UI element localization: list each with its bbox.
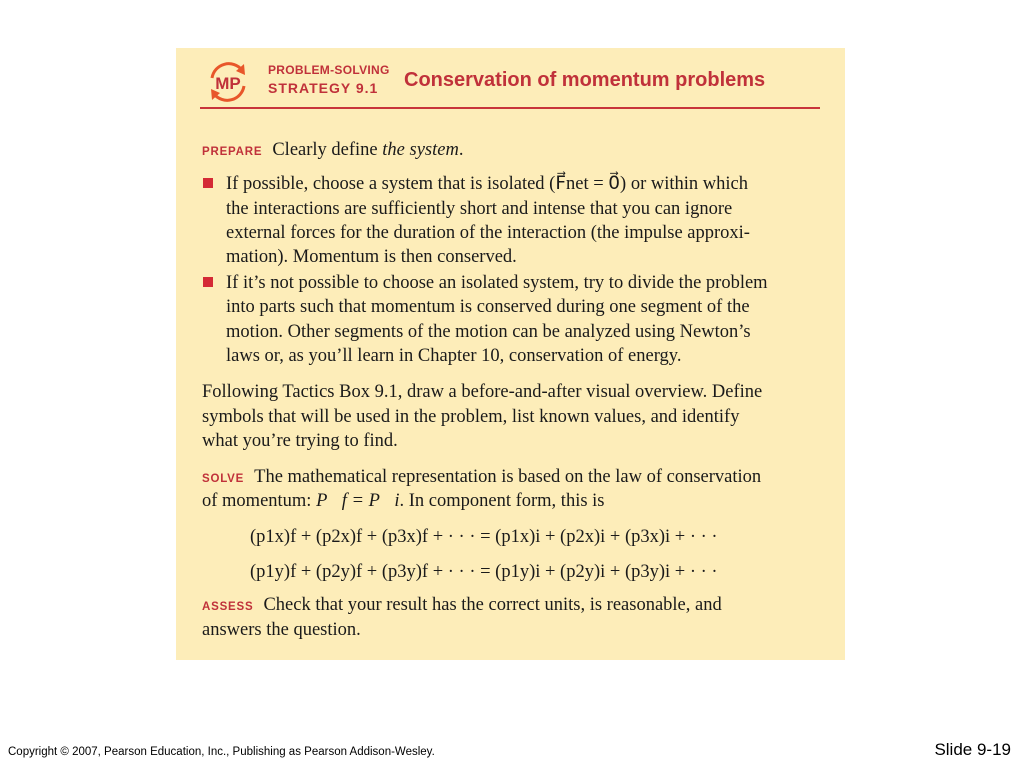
equation-x: (p1x)f + (p2x)f + (p3x)f + · · · = (p1x)i + (p2x)i + (p3x)i + · · · [250, 527, 718, 547]
momentum-equation: P⃗f = P⃗i [316, 491, 400, 511]
solve-line-1 [202, 465, 761, 491]
bullet-1-line-3: external forces for the duration of the interaction (the impulse approxi- [226, 223, 750, 243]
solve-line-2 [202, 489, 605, 513]
bullet-2-line-2: into parts such that momentum is conserved during one segment of the [226, 297, 750, 317]
assess-key: ASSESS [202, 601, 254, 613]
bullet-icon [203, 277, 213, 287]
equation-y: (p1y)f + (p2y)f + (p3y)f + · · · = (p1y)i + (p2y)i + (p3y)i + · · · [250, 562, 718, 582]
strategy-number: STRATEGY 9.1 [268, 80, 379, 96]
following-line-1: Following Tactics Box 9.1, draw a before-and-after visual overview. Define [202, 382, 763, 402]
assess-line-2: answers the question. [202, 620, 361, 640]
following-line-2: symbols that will be used in the problem, list known values, and identify [202, 407, 740, 427]
bullet-2-line-3: motion. Other segments of the motion can be analyzed using Newton’s [226, 322, 751, 342]
solve-key: SOLVE [202, 473, 245, 485]
prepare-text: Clearly define [272, 140, 383, 160]
bullet-1-line-1: If possible, choose a system that is isolated (F⃗net = 0⃗) or within which [226, 174, 748, 194]
logo-text: MP [215, 74, 241, 93]
assess-text: Check that your result has the correct units, is reasonable, and [263, 595, 722, 615]
bullet-2-line-1: If it’s not possible to choose an isolated system, try to divide the problem [226, 273, 768, 293]
solve-text: The mathematical representation is based on the law of conservation [254, 467, 762, 487]
prepare-text-end: . [458, 140, 464, 160]
title-divider [200, 107, 820, 109]
following-line-3: what you’re trying to find. [202, 431, 398, 451]
copyright-text: Copyright © 2007, Pearson Education, Inc., Publishing as Pearson Addison-Wesley. [8, 746, 435, 758]
prepare-emphasis: the system [382, 140, 459, 160]
prepare-line [202, 138, 463, 164]
bullet-icon [203, 178, 213, 188]
assess-line-1 [202, 593, 722, 619]
bullet-2-line-4: laws or, as you’ll learn in Chapter 10, conservation of energy. [226, 346, 682, 366]
prepare-key: PREPARE [202, 146, 263, 158]
solve-text-pre: of momentum: [202, 491, 317, 511]
bullet-1-line-2: the interactions are sufficiently short and intense that you can ignore [226, 199, 733, 219]
slide-number: Slide 9-19 [934, 740, 1011, 759]
strategy-label: PROBLEM-SOLVING [268, 63, 390, 77]
strategy-title: Conservation of momentum problems [404, 69, 766, 91]
solve-text-post: . In component form, this is [399, 491, 605, 511]
mp-logo-icon [204, 58, 252, 106]
bullet-1-line-4: mation). Momentum is then conserved. [226, 247, 517, 267]
